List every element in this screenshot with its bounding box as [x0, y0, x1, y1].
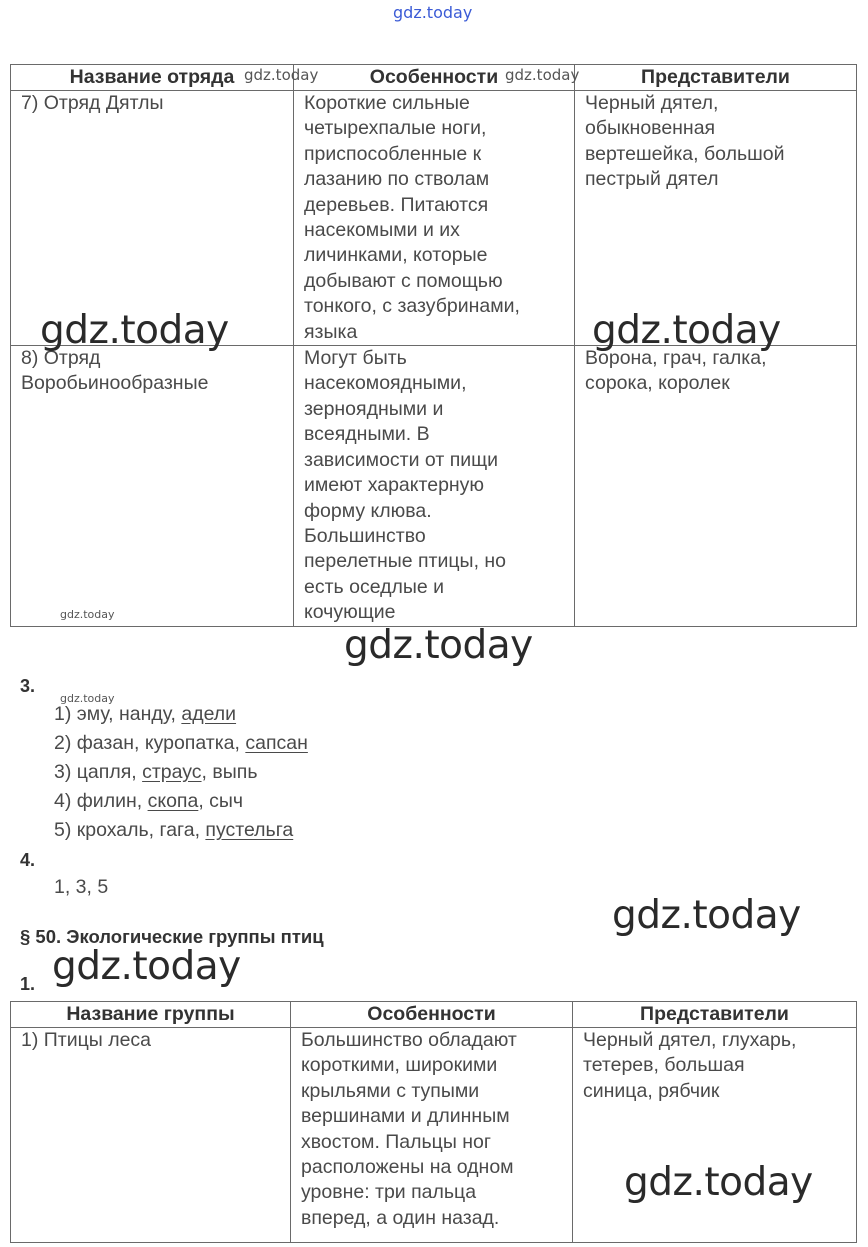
item-text: 3) цапля, [54, 761, 143, 783]
order-name-cell: 8) Отряд Воробьинообразные [11, 346, 294, 626]
ecological-groups-table [10, 1001, 857, 1243]
item-text: , сыч [198, 790, 244, 812]
watermark-small: gdz.today [505, 66, 580, 84]
item-text: 2) фазан, куропатка, [54, 732, 246, 754]
representatives-cell: Черный дятел, обыкновенная вертешейка, большой пестрый дятел [575, 91, 857, 346]
watermark-large: gdz.today [612, 893, 801, 938]
watermark-top: gdz.today [393, 3, 473, 22]
list-item [54, 790, 243, 813]
list-item [54, 703, 236, 726]
item-text: , выпь [201, 761, 258, 783]
table-row [11, 346, 857, 626]
odd-one-out: страус [142, 761, 202, 783]
table-row [11, 1028, 857, 1243]
watermark-large: gdz.today [592, 308, 781, 353]
task-3-number: 3. [20, 676, 36, 696]
representatives-cell: Черный дятел, глухарь, тетерев, большая синица, рябчик [573, 1028, 857, 1243]
header-representatives: Представители [575, 65, 857, 91]
task-1-number: 1. [20, 974, 36, 994]
watermark-small: gdz.today [60, 608, 115, 621]
item-text: 5) крохаль, гага, [54, 819, 206, 841]
odd-one-out: пустельга [205, 819, 294, 841]
item-text: 4) филин, [54, 790, 148, 812]
header-group-name: Название группы [11, 1002, 291, 1028]
list-item [54, 761, 257, 784]
header-order-name: Название отряда [11, 65, 294, 91]
odd-one-out: сапсан [245, 732, 308, 754]
task-4-number: 4. [20, 850, 36, 870]
odd-one-out: скопа [147, 790, 199, 812]
header-features: Особенности [294, 65, 575, 91]
watermark-large: gdz.today [40, 308, 229, 353]
watermark-small: gdz.today [244, 66, 319, 84]
list-item [54, 732, 308, 755]
list-item [54, 819, 293, 842]
watermark-small: gdz.today [60, 692, 115, 705]
group-name-cell: 1) Птицы леса [11, 1028, 291, 1243]
header-features: Особенности [291, 1002, 573, 1028]
item-text: 1) эму, нанду, [54, 703, 182, 725]
odd-one-out: адели [181, 703, 237, 725]
header-representatives: Представители [573, 1002, 857, 1028]
representatives-cell: Ворона, грач, галка, сорока, королек [575, 346, 857, 626]
section-heading: § 50. Экологические группы птиц [20, 926, 324, 947]
features-cell: Могут быть насекомоядными, зерноядными и всеядными. В зависимости от пищи имеют характерную форму клюва. Большинство перелетные птицы, но есть оседлые и кочующие [294, 346, 575, 626]
order-name-cell: 7) Отряд Дятлы [11, 91, 294, 346]
task-4-answer: 1, 3, 5 [54, 876, 109, 898]
watermark-large: gdz.today [52, 944, 241, 989]
watermark-large: gdz.today [624, 1160, 813, 1205]
features-cell: Большинство обладают короткими, широкими крыльями с тупыми вершинами и длинным хвостом. Пальцы ног расположены на одном уровне: три пальца вперед, а один назад. [291, 1028, 573, 1243]
features-cell: Короткие сильные четырехпалые ноги, приспособленные к лазанию по стволам деревьев. Питаются насекомыми и их личинками, которые добывают с помощью тонкого, с зазубринами, языка [294, 91, 575, 346]
watermark-large: gdz.today [344, 623, 533, 668]
